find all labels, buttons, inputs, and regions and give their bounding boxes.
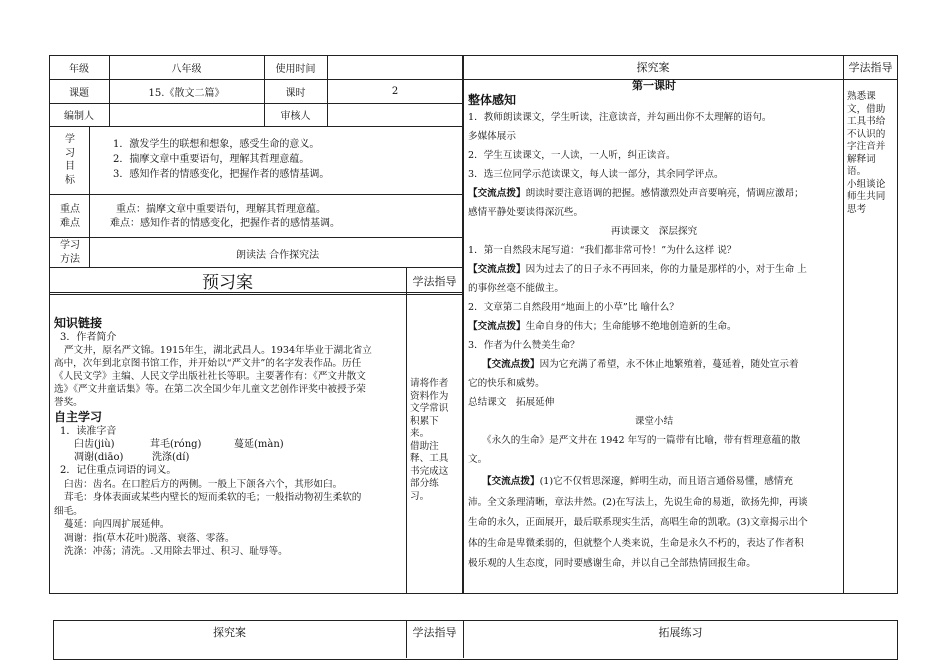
question-1: 1．第一自然段末尾写道：“我们都非常可怜！”为什么这样 说？ bbox=[468, 245, 737, 256]
tip-q1: 【交流点拨】因为过去了的日子永不再回来，你的力量是那样的小，对于生命 上 的事你丝毫不能做主。 bbox=[468, 264, 807, 294]
class-summary-heading: 课堂小结 bbox=[634, 416, 674, 427]
key-points-label: 重点 难点 bbox=[60, 204, 80, 229]
editor-label: 编制人 bbox=[64, 111, 94, 122]
use-time-label: 使用时间 bbox=[275, 63, 316, 75]
pinyin-word: 洗涤(dí) bbox=[152, 452, 190, 463]
hours-label: 课时 bbox=[285, 87, 306, 99]
vocab-heading: 2．记住重点词语的词义。 bbox=[60, 465, 177, 476]
hours-value: 2 bbox=[391, 85, 399, 97]
page2-explore-header: 探究案 bbox=[213, 626, 246, 639]
right-guide-notes: 熟悉课 文，借助 工具书给 不认识的 字注音并 解释词 语。 小组谈论 师生共同 思考 bbox=[847, 91, 886, 215]
use-time-value bbox=[327, 55, 463, 79]
preview-content bbox=[54, 316, 404, 559]
self-study-heading: 自主学习 bbox=[54, 410, 103, 424]
right-guide-header: 学法指导 bbox=[848, 61, 893, 74]
overall-heading: 整体感知 bbox=[468, 93, 517, 107]
pinyin-word: 蔓延(màn) bbox=[234, 439, 284, 450]
tip-q3: 【交流点拨】因为它充满了希望，永不休止地繁殖着，蔓延着，随处宣示着 它的快乐和威势。 bbox=[468, 359, 799, 389]
goals-list bbox=[113, 137, 329, 182]
topic-value: 15.《散文二篇》 bbox=[148, 87, 225, 99]
difficult-point: 难点：感知作者的情感变化，把握作者的感情基调。 bbox=[110, 218, 340, 229]
vocab-list: 臼齿：齿名。在口腔后方的两侧。一般上下颌各六个，其形如臼。 茸毛：身体表面或某些内壁长的短而柔软的毛；一般指动物初生柔软的 细毛。 蔓延：向四周扩展延伸。 凋谢：指(草木花叶)脱落、衰落、零落。 洗涤：冲荡；清洗。.又用除去罪过、积习、耻辱等。 bbox=[54, 478, 362, 557]
question-3: 3．作者为什么赞美生命？ bbox=[468, 340, 580, 351]
goal-item: 1．激发学生的联想和想象，感受生命的意义。 bbox=[113, 139, 320, 150]
author-bio: 严文井，原名严文锦。1915年生，湖北武昌人。1934年毕业于湖北省立 高中，次年到北京图书馆工作，并开始以“严文井”的名字发表作品。历任 《人民文学》主编、人民文学出版社社长等职。主要著作有：《严文井散文 选》《严文井童话集》等。在第二次全国少年儿童文艺创作评奖中被授予荣 誉奖。 bbox=[54, 345, 372, 408]
reviewer-label: 审核人 bbox=[280, 111, 311, 122]
question-2: 2．文章第二自然段用“地面上的小草”比 喻什么？ bbox=[468, 302, 679, 313]
summary-text: 《永久的生命》是严文井在 1942 年写的一篇带有比喻，带有哲理意蕴的散 文。 bbox=[468, 435, 801, 465]
goals-label: 学 习 目 标 bbox=[65, 134, 75, 186]
reread-heading: 再读课文 深层探究 bbox=[610, 226, 698, 237]
pinyin-word: 茸毛(róng) bbox=[150, 439, 202, 450]
tip-reading: 【交流点拨】朗读时要注意语调的把握。感情激烈处声音要响亮，情调应激昂； 感情平静处要读得深沉些。 bbox=[468, 188, 804, 218]
reviewer-value bbox=[327, 103, 463, 126]
summary-heading: 总结课文 拓展延伸 bbox=[468, 397, 555, 408]
goal-item: 2．揣摩文章中重要语句，理解其哲理意蕴。 bbox=[113, 154, 310, 165]
preview-guide-notes: 请将作者 资料作为 文学常识 积累下 来。 借助注 释、工具 书完成这 部分练 习。 bbox=[410, 378, 449, 502]
pinyin-row-1 bbox=[54, 438, 404, 451]
methods-label: 学习 方法 bbox=[60, 240, 80, 265]
preview-title: 预习案 bbox=[202, 273, 253, 293]
page2-practice-header: 拓展练习 bbox=[658, 626, 703, 639]
tip-summary: 【交流点拨】(1)它不仅哲思深邃，鲜明生动，而且语言通俗易懂，感情充 沛。全文条理清晰，章法井然。(2)在写法上，先说生命的易逝，欲扬先抑，再谈 生命的永久，正面展开，最后联系现实生活，高唱生命的凯歌。(3)文章揭示出个 体的生命是卑微柔弱的，但就整个人类来说，生命是永久不朽的，表达了作者积 极乐观的人生态度，同时要感谢生命，并以自己全部热情回报生命。 bbox=[468, 476, 808, 569]
editor-value bbox=[109, 103, 264, 126]
overall-steps: 1．教师朗读课文，学生听读，注意读音，并勾画出你不太理解的语句。 多媒体展示 2．学生互读课文，一人读，一人听，纠正读音。 3．选三位同学示范读课文，每人读一部分，其余同学评点。 bbox=[468, 112, 772, 180]
grade-value: 八年级 bbox=[171, 63, 202, 75]
pinyin-row-2 bbox=[54, 451, 404, 464]
key-point: 重点：揣摩文章中重要语句，理解其哲理意蕴。 bbox=[116, 204, 326, 215]
goal-item: 3．感知作者的情感变化，把握作者的感情基调。 bbox=[113, 169, 330, 180]
tip-q2: 【交流点拨】生命自身的伟大；生命能够不绝地创造新的生命。 bbox=[468, 321, 737, 332]
methods-value: 朗读法 合作探究法 bbox=[236, 250, 320, 261]
knowledge-heading: 知识链接 bbox=[54, 316, 103, 330]
grade-label: 年级 bbox=[69, 63, 89, 75]
lesson-title: 第一课时 bbox=[632, 79, 676, 92]
page2-guide-header: 学法指导 bbox=[412, 626, 457, 639]
preview-guide-header: 学法指导 bbox=[412, 274, 457, 288]
pinyin-word: 凋谢(diāo) bbox=[74, 452, 124, 463]
explore-header: 探究案 bbox=[636, 61, 670, 74]
explore-content bbox=[468, 79, 840, 575]
topic-label: 课题 bbox=[69, 87, 89, 99]
key-points-list bbox=[110, 203, 340, 231]
author-heading: 3．作者简介 bbox=[60, 332, 117, 343]
pinyin-word: 臼齿(jiù) bbox=[74, 439, 115, 450]
pinyin-heading: 1．读准字音 bbox=[60, 426, 117, 437]
